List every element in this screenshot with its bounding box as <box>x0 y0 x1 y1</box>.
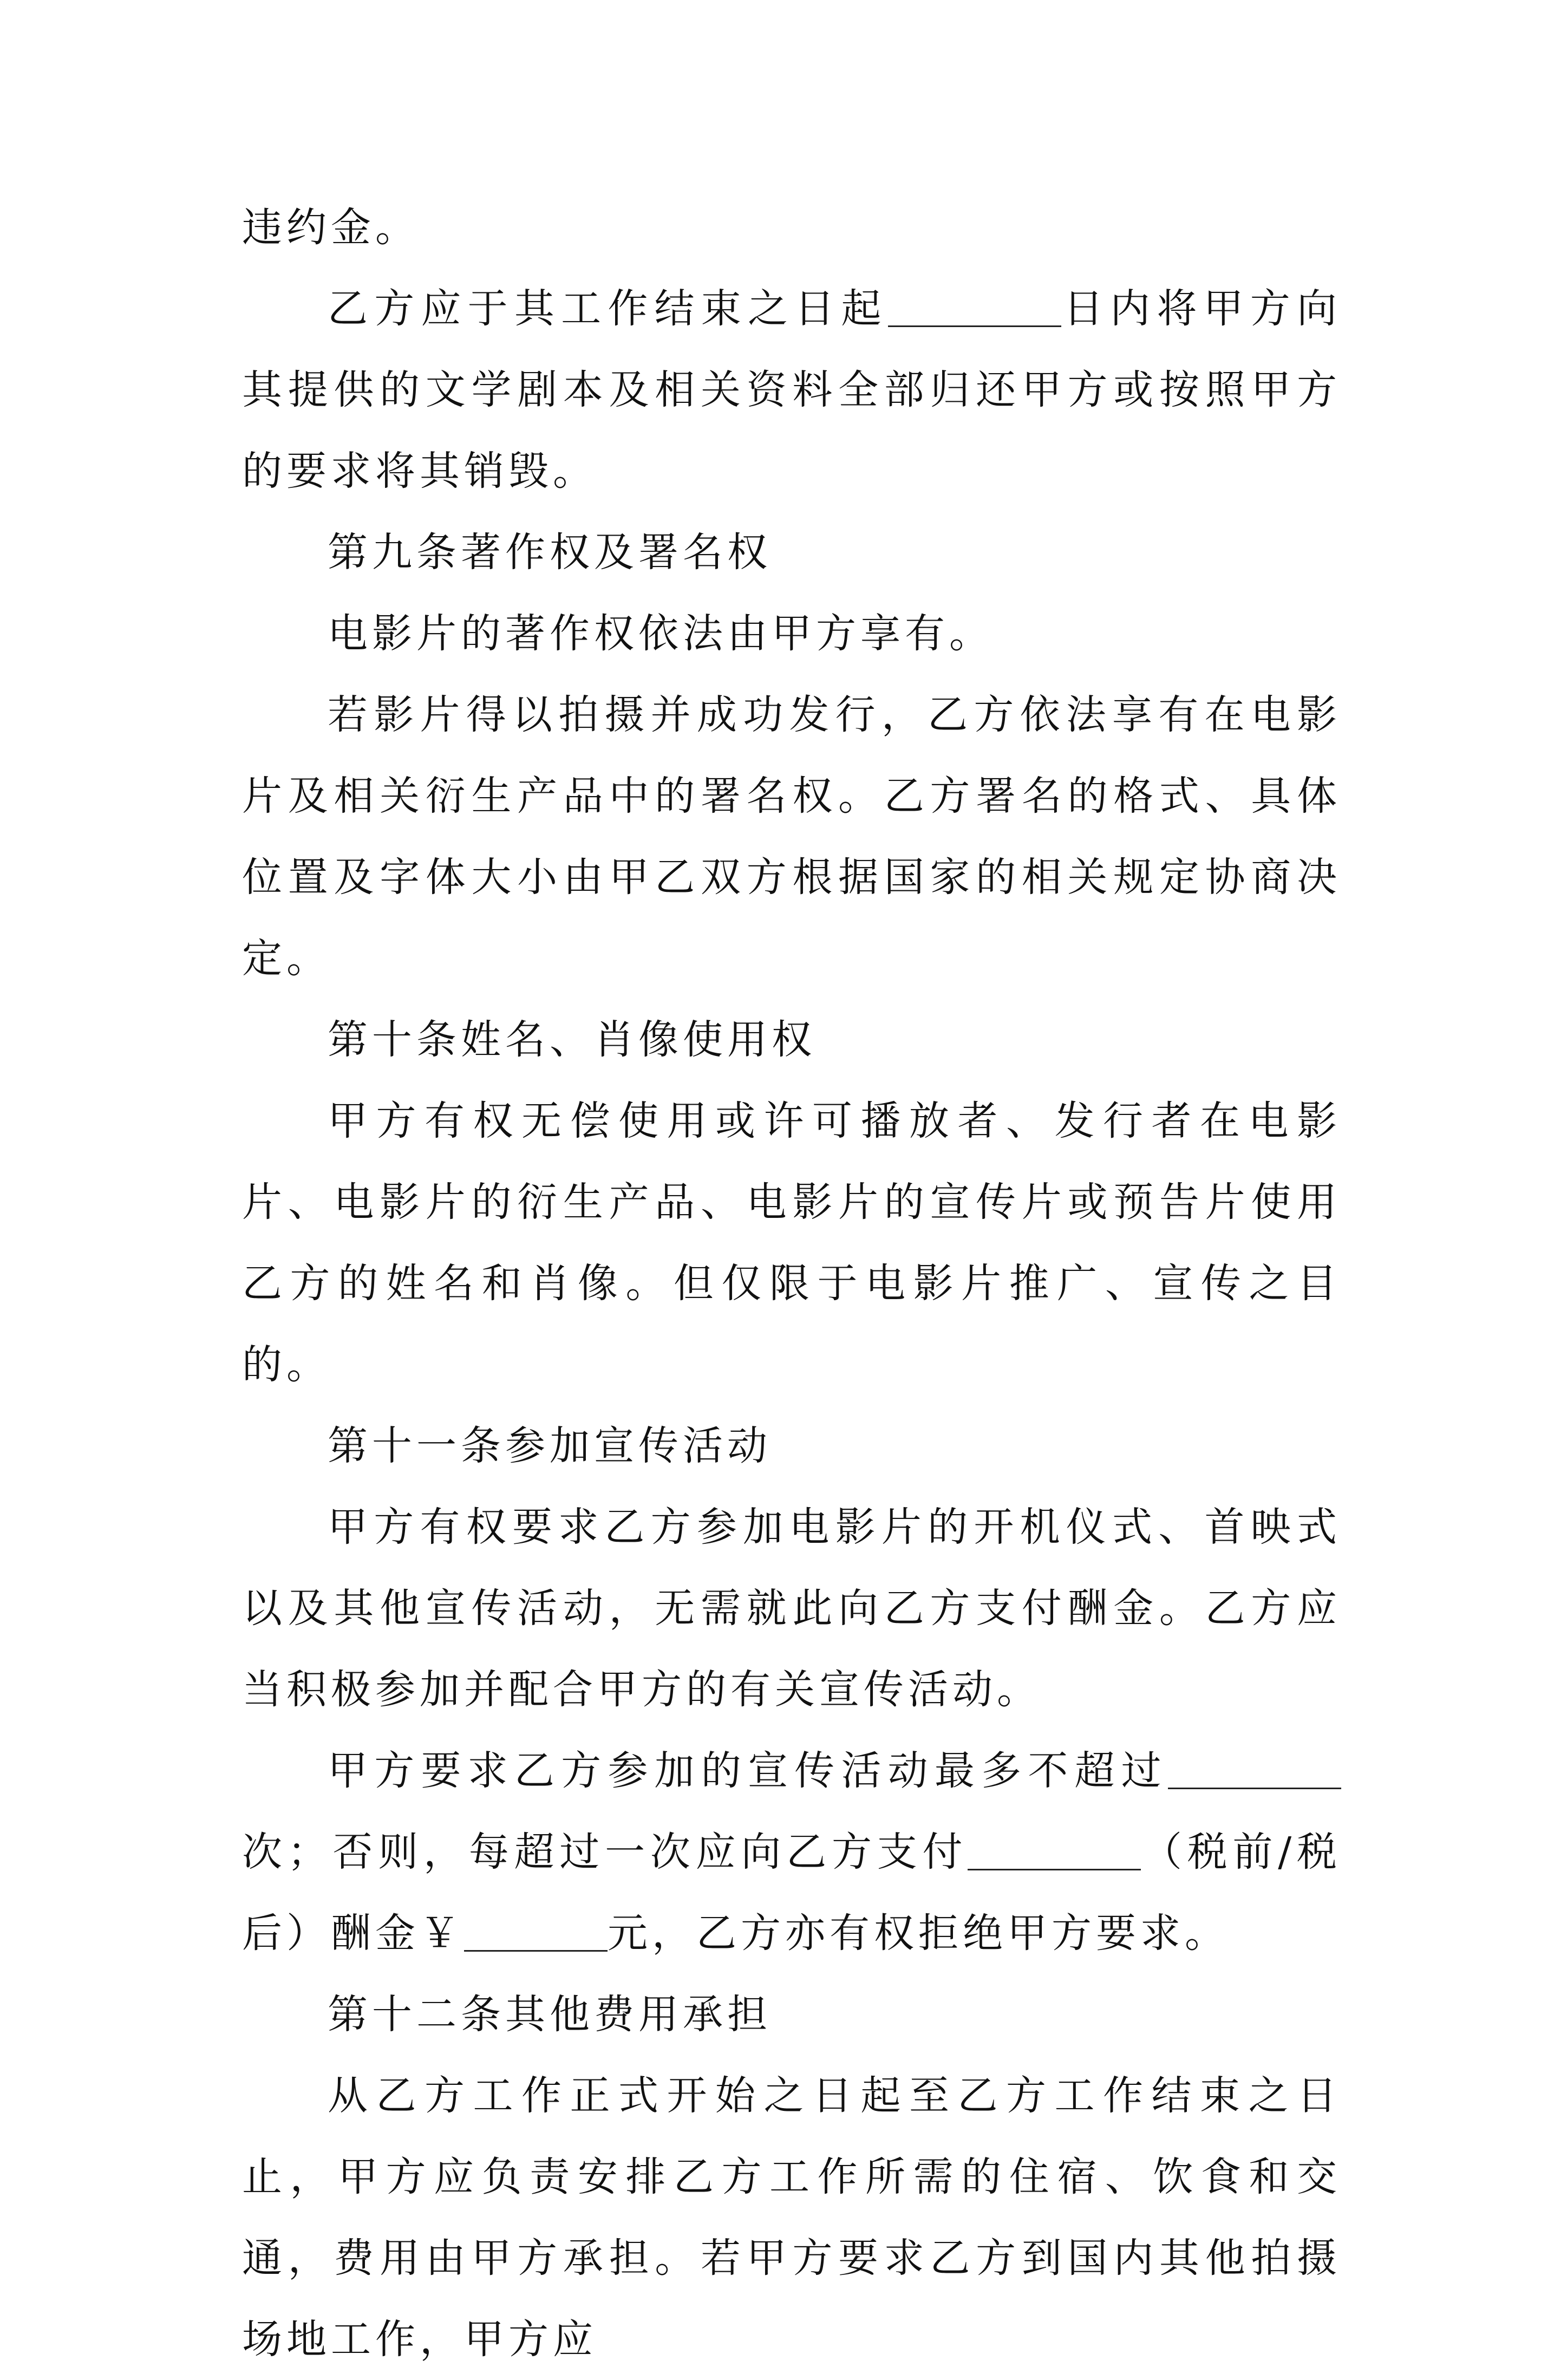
text-segment: 甲方有权无偿使用或许可播放者、发行者在电影片、电影片的衍生产品、电影片的宣传片或预告片使用乙方的姓名和肖像。但仅限于电影片推广、宣传之目的。 <box>242 1098 1341 1388</box>
body-paragraph <box>242 1730 1341 1974</box>
text-segment: 第十二条其他费用承担 <box>328 1991 772 2038</box>
fill-in-blank <box>1168 1747 1341 1789</box>
text-segment: 元，乙方亦有权拒绝甲方要求。 <box>608 1910 1229 1957</box>
body-paragraph <box>242 1486 1341 1730</box>
section-heading <box>242 512 1341 593</box>
fill-in-blank <box>888 285 1061 327</box>
text-segment: 甲方要求乙方参加的宣传活动最多不超过 <box>328 1747 1168 1794</box>
text-segment: 乙方应于其工作结束之日起 <box>328 285 888 332</box>
body-paragraph <box>242 2055 1341 2380</box>
text-segment: 违约金。 <box>242 204 420 251</box>
section-heading <box>242 1405 1341 1486</box>
text-segment: 若影片得以拍摄并成功发行，乙方依法享有在电影片及相关衍生产品中的署名权。乙方署名的格式、具体位置及字体大小由甲乙双方根据国家的相关规定协商决定。 <box>242 692 1341 982</box>
fill-in-blank <box>968 1829 1141 1870</box>
text-segment: 日内将甲方向其提供的文学剧本及相关资料全部归还甲方或按照甲方的要求将其销毁。 <box>242 285 1342 494</box>
text-segment: 第九条著作权及署名权 <box>328 529 772 576</box>
text-segment: 从乙方工作正式开始之日起至乙方工作结束之日止，甲方应负责安排乙方工作所需的住宿、饮食和交通，费用由甲方承担。若甲方要求乙方到国内其他拍摄场地工作，甲方应 <box>242 2072 1341 2363</box>
fill-in-blank <box>464 1910 608 1952</box>
section-heading <box>242 999 1341 1080</box>
section-heading <box>242 1974 1341 2055</box>
text-segment: 第十条姓名、肖像使用权 <box>328 1016 816 1063</box>
body-paragraph <box>242 593 1341 674</box>
body-paragraph <box>242 268 1341 512</box>
body-paragraph <box>242 1080 1341 1405</box>
text-segment: （税前/税后）酬金￥ <box>242 1829 1342 1957</box>
text-segment: 次；否则，每超过一次应向乙方支付 <box>242 1829 968 1875</box>
document-body <box>242 187 1341 2380</box>
text-segment: 电影片的著作权依法由甲方享有。 <box>328 610 994 657</box>
body-paragraph <box>242 187 1341 268</box>
text-segment: 甲方有权要求乙方参加电影片的开机仪式、首映式以及其他宣传活动，无需就此向乙方支付酬金。乙方应当积极参加并配合甲方的有关宣传活动。 <box>242 1504 1341 1713</box>
body-paragraph <box>242 674 1341 999</box>
text-segment: 第十一条参加宣传活动 <box>328 1423 772 1469</box>
